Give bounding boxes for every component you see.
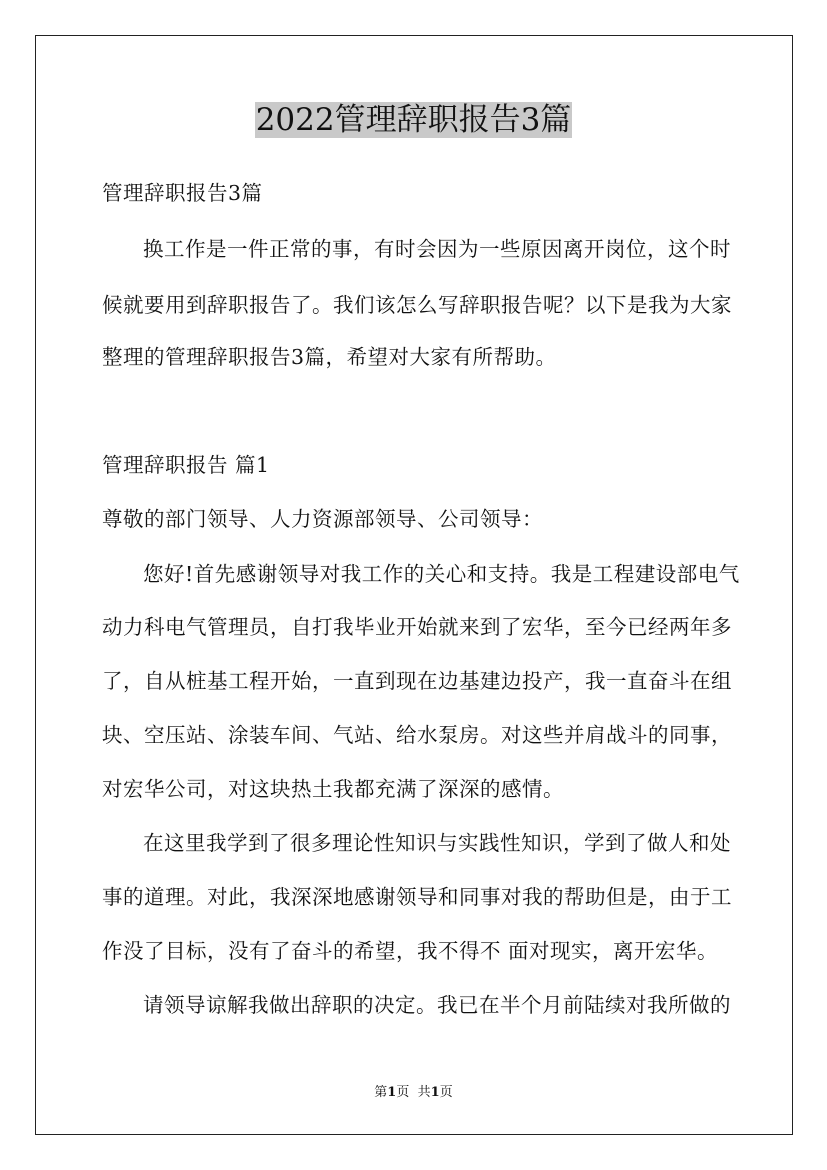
page-footer bbox=[0, 1084, 827, 1102]
page-number: 1 bbox=[387, 1085, 397, 1100]
document-title bbox=[0, 98, 827, 142]
paragraph1-line-2: 动力科电气管理员，自打我毕业开始就来到了宏华，至今已经两年多 bbox=[102, 615, 732, 639]
paragraph3-line-1: 请领导谅解我做出辞职的决定。我已在半个月前陆续对我所做的 bbox=[143, 993, 731, 1017]
salutation: 尊敬的部门领导、人力资源部领导、公司领导： bbox=[102, 507, 543, 531]
total-pages: 1 bbox=[430, 1085, 440, 1100]
paragraph1-line-5: 对宏华公司，对这块热土我都充满了深深的感情。 bbox=[102, 777, 564, 801]
paragraph1-line-3: 了，自从桩基工程开始，一直到现在边基建边投产，我一直奋斗在组 bbox=[102, 669, 732, 693]
document-subtitle: 管理辞职报告3篇 bbox=[102, 181, 263, 205]
page-label-prefix: 第 bbox=[374, 1085, 388, 1100]
paragraph2-line-2: 事的道理。对此，我深深地感谢领导和同事对我的帮助但是，由于工 bbox=[102, 885, 732, 909]
page-label-suffix: 页 bbox=[396, 1085, 410, 1100]
total-label-suffix: 页 bbox=[439, 1085, 453, 1100]
document-title-text: 2022管理辞职报告3篇 bbox=[255, 102, 572, 138]
section-heading: 管理辞职报告 篇1 bbox=[102, 453, 270, 477]
total-label-prefix: 共 bbox=[417, 1085, 431, 1100]
intro-line-2: 候就要用到辞职报告了。我们该怎么写辞职报告呢？以下是我为大家 bbox=[102, 293, 732, 317]
intro-line-1: 换工作是一件正常的事，有时会因为一些原因离开岗位，这个时 bbox=[143, 237, 731, 261]
paragraph1-line-4: 块、空压站、涂装车间、气站、给水泵房。对这些并肩战斗的同事， bbox=[102, 723, 732, 747]
intro-line-3: 整理的管理辞职报告3篇，希望对大家有所帮助。 bbox=[102, 345, 557, 369]
paragraph2-line-3: 作没了目标，没有了奋斗的希望，我不得不 面对现实，离开宏华。 bbox=[102, 939, 719, 963]
paragraph1-line-1: 您好!首先感谢领导对我工作的关心和支持。我是工程建设部电气 bbox=[143, 562, 740, 586]
paragraph2-line-1: 在这里我学到了很多理论性知识与实践性知识，学到了做人和处 bbox=[143, 831, 731, 855]
